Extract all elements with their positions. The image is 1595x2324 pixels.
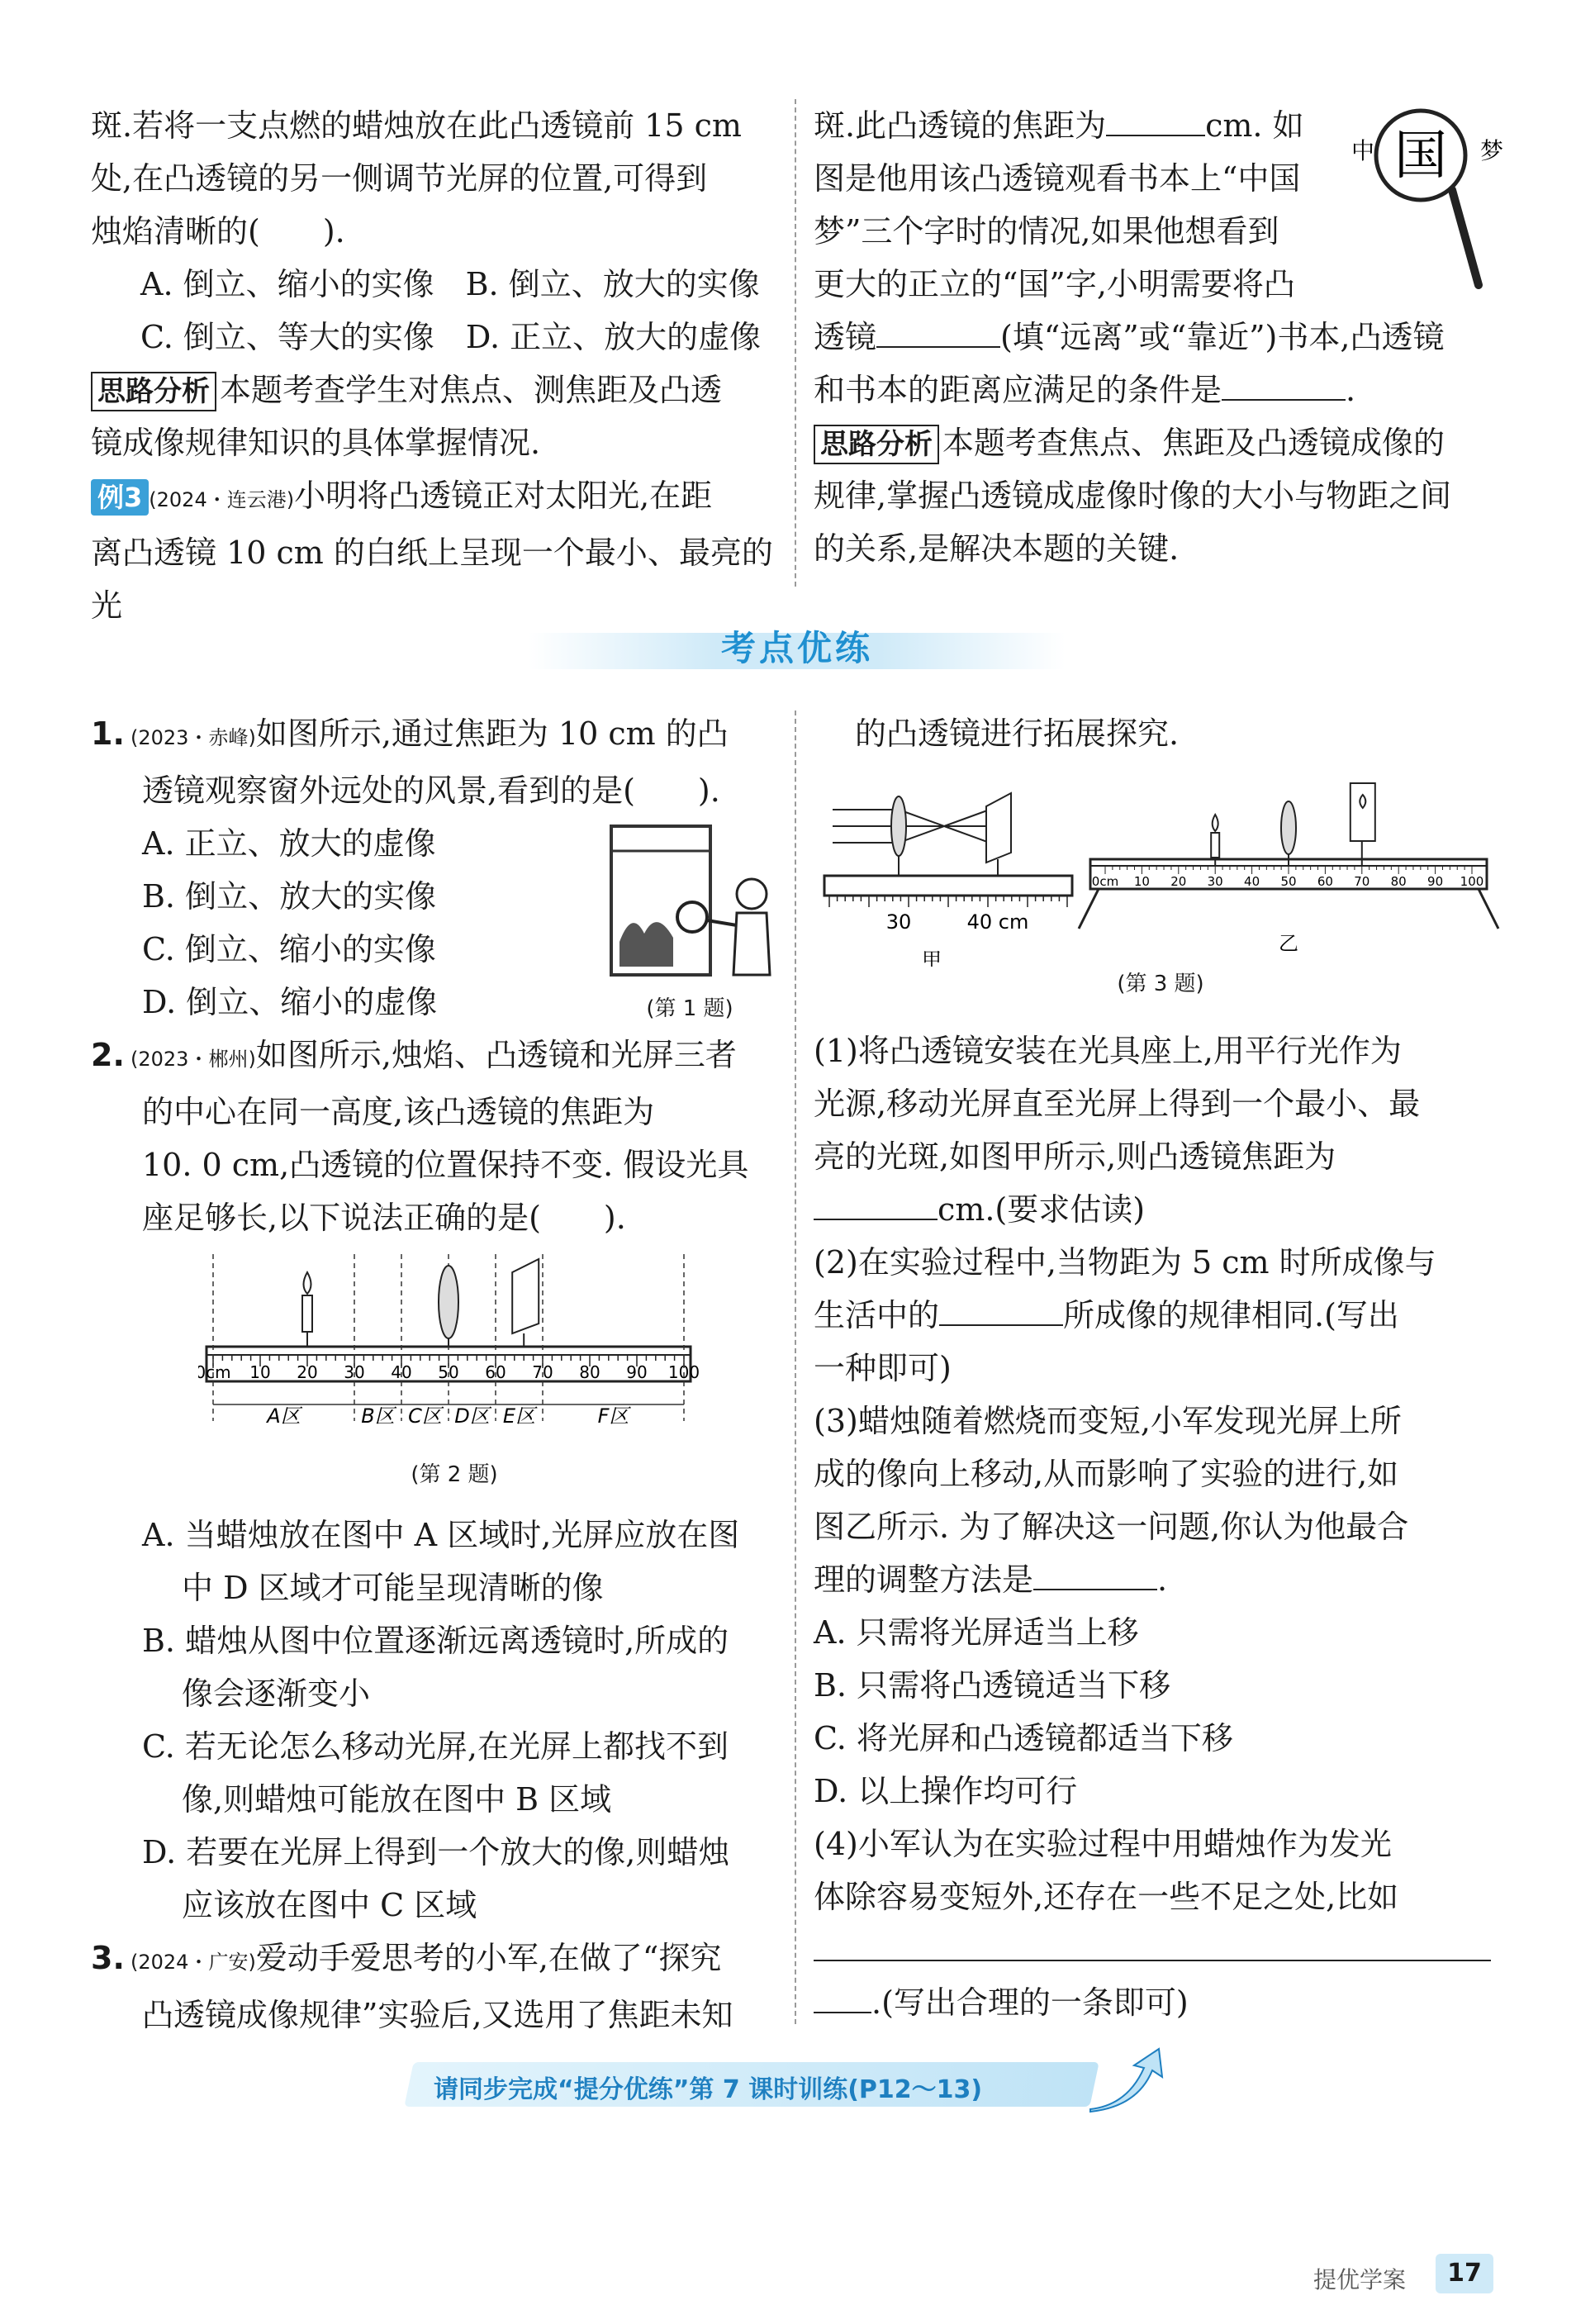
question-text: 爱动手爱思考的小军,在做了“探究 bbox=[255, 1940, 722, 1976]
option-a-cont: 中 D 区域才可能呈现清晰的像 bbox=[182, 1570, 604, 1606]
jia-label: 30 bbox=[885, 910, 912, 934]
figure-3-drawing bbox=[818, 777, 1503, 967]
text: .(写出合理的一条即可) bbox=[871, 1984, 1189, 2021]
text-line: 梦”三个字时的情况,如果他想看到 bbox=[814, 213, 1279, 250]
option-c: C. 若无论怎么移动光屏,在光屏上都找不到 bbox=[142, 1728, 729, 1765]
question-text: 10. 0 cm,凸透镜的位置保持不变. 假设光具 bbox=[142, 1147, 749, 1183]
figure-2-ruler bbox=[198, 1248, 710, 1462]
figure-2-caption: (第 2 题) bbox=[411, 1462, 498, 1487]
option-a: A. 只需将光屏适当上移 bbox=[814, 1614, 1139, 1651]
answer-blank[interactable] bbox=[1222, 374, 1346, 401]
yi-leg bbox=[1079, 889, 1099, 929]
question-3 bbox=[91, 1932, 781, 1989]
example bbox=[91, 469, 781, 526]
q3-part2: (2)在实验过程中,当物距为 5 cm 时所成像与 bbox=[814, 1244, 1436, 1281]
option-b: B. 倒立、放大的实像 bbox=[142, 878, 437, 915]
yi-leg bbox=[1479, 889, 1498, 929]
yi-label: 80 bbox=[1390, 874, 1407, 889]
section-title: 考点优练 bbox=[720, 628, 873, 668]
option-a: A. 当蜡烛放在图中 A 区域时,光屏应放在图 bbox=[142, 1517, 740, 1553]
zone-label: E区 bbox=[502, 1404, 536, 1428]
top-left-column bbox=[91, 99, 781, 632]
yi-label: 100 bbox=[1460, 874, 1484, 889]
zone-label: B区 bbox=[361, 1404, 395, 1428]
yi-label: 60 bbox=[1317, 874, 1333, 889]
column-divider bbox=[795, 711, 796, 2024]
question-number: 1. bbox=[91, 715, 125, 752]
options-row bbox=[91, 258, 781, 311]
candle bbox=[302, 1295, 312, 1332]
ruler-label: 90 bbox=[626, 1362, 648, 1382]
text-line: 处,在凸透镜的另一侧调节光屏的位置,可得到 bbox=[91, 160, 708, 197]
flame-icon bbox=[304, 1272, 311, 1294]
yi-label: 40 bbox=[1244, 874, 1260, 889]
ruler-label: 30 bbox=[344, 1362, 365, 1382]
analysis-text: 的关系,是解决本题的关键. bbox=[814, 530, 1180, 567]
analysis bbox=[91, 364, 781, 416]
figure-2 bbox=[198, 1248, 710, 1495]
analysis-text: 镜成像规律知识的具体掌握情况. bbox=[91, 425, 541, 461]
yi-screen bbox=[1351, 783, 1375, 841]
option-d: D. 正立、放大的虚像 bbox=[465, 319, 762, 355]
question-text: 座足够长,以下说法正确的是( ). bbox=[142, 1200, 626, 1236]
mag-center-char: 国 bbox=[1394, 126, 1447, 187]
text: 斑.此凸透镜的焦距为 bbox=[814, 107, 1107, 144]
question-source: (2024・广安) bbox=[131, 1951, 256, 1974]
option-c-cont: 像,则蜡烛可能放在图中 B 区域 bbox=[182, 1781, 612, 1818]
text: 所成像的规律相同.(写出 bbox=[1063, 1297, 1399, 1333]
option-b: B. 只需将凸透镜适当下移 bbox=[814, 1667, 1171, 1704]
section-banner bbox=[529, 618, 1066, 679]
zone-label: F区 bbox=[597, 1404, 629, 1428]
option-c: C. 将光屏和凸透镜都适当下移 bbox=[814, 1720, 1233, 1756]
text-line bbox=[814, 311, 1503, 364]
ruler-label: 70 bbox=[532, 1362, 553, 1382]
text: . bbox=[1157, 1561, 1168, 1598]
zone-label: D区 bbox=[454, 1404, 490, 1428]
analysis bbox=[814, 416, 1503, 469]
ruler-label: 80 bbox=[579, 1362, 600, 1382]
question-number: 2. bbox=[91, 1037, 125, 1073]
person-body bbox=[733, 913, 770, 975]
option-d: D. 倒立、缩小的虚像 bbox=[142, 984, 438, 1020]
lens-icon bbox=[677, 902, 707, 932]
arrow-icon bbox=[1086, 2047, 1177, 2113]
zone-label: A区 bbox=[267, 1404, 301, 1428]
option-a: A. 正立、放大的虚像 bbox=[142, 825, 436, 862]
option-b: B. 蜡烛从图中位置逐渐远离透镜时,所成的 bbox=[142, 1623, 729, 1659]
magnifier-figure bbox=[1338, 99, 1512, 297]
option-a: A. 倒立、缩小的实像 bbox=[140, 266, 434, 302]
text-line: 斑.若将一支点燃的蜡烛放在此凸透镜前 15 cm bbox=[91, 107, 742, 144]
page-number: 17 bbox=[1436, 2254, 1493, 2293]
q3-part1: 光源,移动光屏直至光屏上得到一个最小、最 bbox=[814, 1086, 1421, 1122]
example-source: (2024・连云港) bbox=[149, 488, 295, 511]
convex-lens bbox=[439, 1266, 458, 1338]
analysis-tag: 思路分析 bbox=[91, 372, 216, 411]
analysis-text: 规律,掌握凸透镜成虚像时像的大小与物距之间 bbox=[814, 478, 1452, 514]
footer-banner[interactable] bbox=[409, 2047, 1177, 2113]
figure-3-caption: (第 3 题) bbox=[1117, 972, 1204, 996]
yi-flame-icon bbox=[1213, 815, 1218, 831]
q3-part3 bbox=[814, 1553, 1503, 1606]
yi-label: 10 bbox=[1133, 874, 1150, 889]
jia-label: 40 cm bbox=[966, 910, 1029, 934]
q3-part2: 一种即可) bbox=[814, 1350, 952, 1386]
question-text: 凸透镜成像规律”实验后,又选用了焦距未知 bbox=[142, 1997, 733, 2033]
example-text: 小明将凸透镜正对太阳光,在距 bbox=[294, 478, 713, 514]
jia-name: 甲 bbox=[922, 948, 942, 967]
person-head bbox=[737, 879, 767, 909]
text: (填“远离”或“靠近”)书本,凸透镜 bbox=[1000, 319, 1445, 355]
answer-blank[interactable] bbox=[876, 321, 1000, 348]
option-c: C. 倒立、等大的实像 bbox=[140, 319, 434, 355]
question-1 bbox=[91, 707, 781, 764]
q3-part4-blank-line bbox=[814, 1923, 1503, 1976]
scene-trees bbox=[619, 922, 673, 967]
text: 和书本的距离应满足的条件是 bbox=[814, 372, 1222, 408]
q3-part1 bbox=[814, 1183, 1503, 1236]
question-text: 的凸透镜进行拓展探究. bbox=[855, 715, 1180, 752]
question-text: 如图所示,通过焦距为 10 cm 的凸 bbox=[255, 715, 729, 752]
answer-blank[interactable] bbox=[814, 1194, 938, 1220]
jia-rail bbox=[824, 876, 1072, 896]
figure-1-caption: (第 1 题) bbox=[646, 996, 733, 1021]
q3-part3: 图乙所示. 为了解决这一问题,你认为他最合 bbox=[814, 1509, 1409, 1545]
ruler-label: 40 bbox=[391, 1362, 412, 1382]
option-d-cont: 应该放在图中 C 区域 bbox=[182, 1887, 477, 1923]
q3-part4: 体除容易变短外,还存在一些不足之处,比如 bbox=[814, 1879, 1399, 1915]
question-text: 透镜观察窗外远处的风景,看到的是( ). bbox=[142, 772, 720, 809]
footer-label: 提优学案 bbox=[1313, 2266, 1407, 2293]
question-text: 如图所示,烛焰、凸透镜和光屏三者 bbox=[255, 1037, 737, 1073]
jia-lens bbox=[891, 796, 906, 856]
q3-part2 bbox=[814, 1289, 1503, 1342]
analysis-tag: 思路分析 bbox=[814, 425, 939, 464]
text: 理的调整方法是 bbox=[814, 1561, 1034, 1598]
mag-left-char: 中 bbox=[1351, 137, 1375, 164]
jia-screen bbox=[986, 793, 1011, 863]
q3-part3: (3)蜡烛随着燃烧而变短,小军发现光屏上所 bbox=[814, 1403, 1402, 1439]
option-b: B. 倒立、放大的实像 bbox=[465, 266, 760, 302]
text-line: 图是他用该凸透镜观看书本上“中国 bbox=[814, 160, 1301, 197]
q3-part4 bbox=[814, 1976, 1503, 2029]
example-tag: 例3 bbox=[91, 479, 149, 516]
ruler-label: 20 bbox=[297, 1362, 318, 1382]
ruler-label: 0cm bbox=[198, 1362, 231, 1382]
yi-label: 0cm bbox=[1091, 874, 1119, 889]
q3-part3: 成的像向上移动,从而影响了实验的进行,如 bbox=[814, 1456, 1399, 1492]
yi-label: 70 bbox=[1354, 874, 1370, 889]
yi-name: 乙 bbox=[1279, 932, 1298, 955]
text-line bbox=[814, 364, 1503, 416]
ruler-label: 50 bbox=[438, 1362, 459, 1382]
option-d: D. 以上操作均可行 bbox=[814, 1773, 1078, 1809]
ruler-label: 10 bbox=[249, 1362, 271, 1382]
text: 生活中的 bbox=[814, 1297, 940, 1333]
text: . bbox=[1346, 372, 1356, 408]
answer-blank[interactable] bbox=[939, 1300, 1063, 1326]
text: cm. 如 bbox=[1205, 107, 1304, 144]
text: cm.(要求估读) bbox=[938, 1191, 1146, 1228]
question-2 bbox=[91, 1029, 781, 1086]
figure-3 bbox=[818, 777, 1503, 1000]
question-source: (2023・郴州) bbox=[131, 1048, 256, 1071]
question-text: 的中心在同一高度,该凸透镜的焦距为 bbox=[142, 1094, 655, 1130]
answer-blank[interactable] bbox=[1033, 1564, 1157, 1590]
yi-label: 30 bbox=[1207, 874, 1223, 889]
text: 透镜 bbox=[814, 319, 877, 355]
option-b-cont: 像会逐渐变小 bbox=[182, 1675, 371, 1712]
analysis-text: 本题考查学生对焦点、测焦距及凸透 bbox=[220, 372, 723, 408]
analysis-text: 本题考查焦点、焦距及凸透镜成像的 bbox=[942, 425, 1445, 461]
yi-label: 20 bbox=[1170, 874, 1187, 889]
text-line: 烛焰清晰的( ). bbox=[91, 213, 345, 250]
column-divider bbox=[795, 99, 796, 587]
yi-lens bbox=[1281, 801, 1296, 854]
example-text: 离凸透镜 10 cm 的白纸上呈现一个最小、最亮的光 bbox=[91, 535, 773, 624]
yi-label: 50 bbox=[1280, 874, 1297, 889]
yi-candle bbox=[1211, 833, 1219, 858]
zone-label: C区 bbox=[408, 1404, 442, 1428]
option-c: C. 倒立、缩小的实像 bbox=[142, 931, 436, 967]
question-source: (2023・赤峰) bbox=[131, 726, 256, 749]
yi-label: 90 bbox=[1427, 874, 1444, 889]
footer-banner-text: 请同步完成“提分优练”第 7 课时训练(P12～13) bbox=[434, 2075, 983, 2104]
answer-blank[interactable] bbox=[814, 1987, 871, 2013]
mag-right-char: 梦 bbox=[1480, 137, 1504, 164]
answer-blank[interactable] bbox=[1106, 110, 1205, 136]
light-screen bbox=[512, 1259, 539, 1333]
option-d: D. 若要在光屏上得到一个放大的像,则蜡烛 bbox=[142, 1834, 730, 1870]
options-row bbox=[91, 311, 781, 364]
figure-1 bbox=[595, 818, 785, 1024]
q3-part4: (4)小军认为在实验过程中用蜡烛作为发光 bbox=[814, 1826, 1392, 1862]
ruler-label: 60 bbox=[485, 1362, 506, 1382]
text-line: 更大的正立的“国”字,小明需要将凸 bbox=[814, 266, 1295, 302]
magnifier-handle bbox=[1452, 190, 1479, 285]
q3-part1: (1)将凸透镜安装在光具座上,用平行光作为 bbox=[814, 1033, 1402, 1069]
q3-part1: 亮的光斑,如图甲所示,则凸透镜焦距为 bbox=[814, 1138, 1336, 1175]
ruler-label: 100 bbox=[667, 1362, 700, 1382]
answer-blank[interactable] bbox=[814, 1923, 1491, 1961]
question-number: 3. bbox=[91, 1940, 125, 1976]
